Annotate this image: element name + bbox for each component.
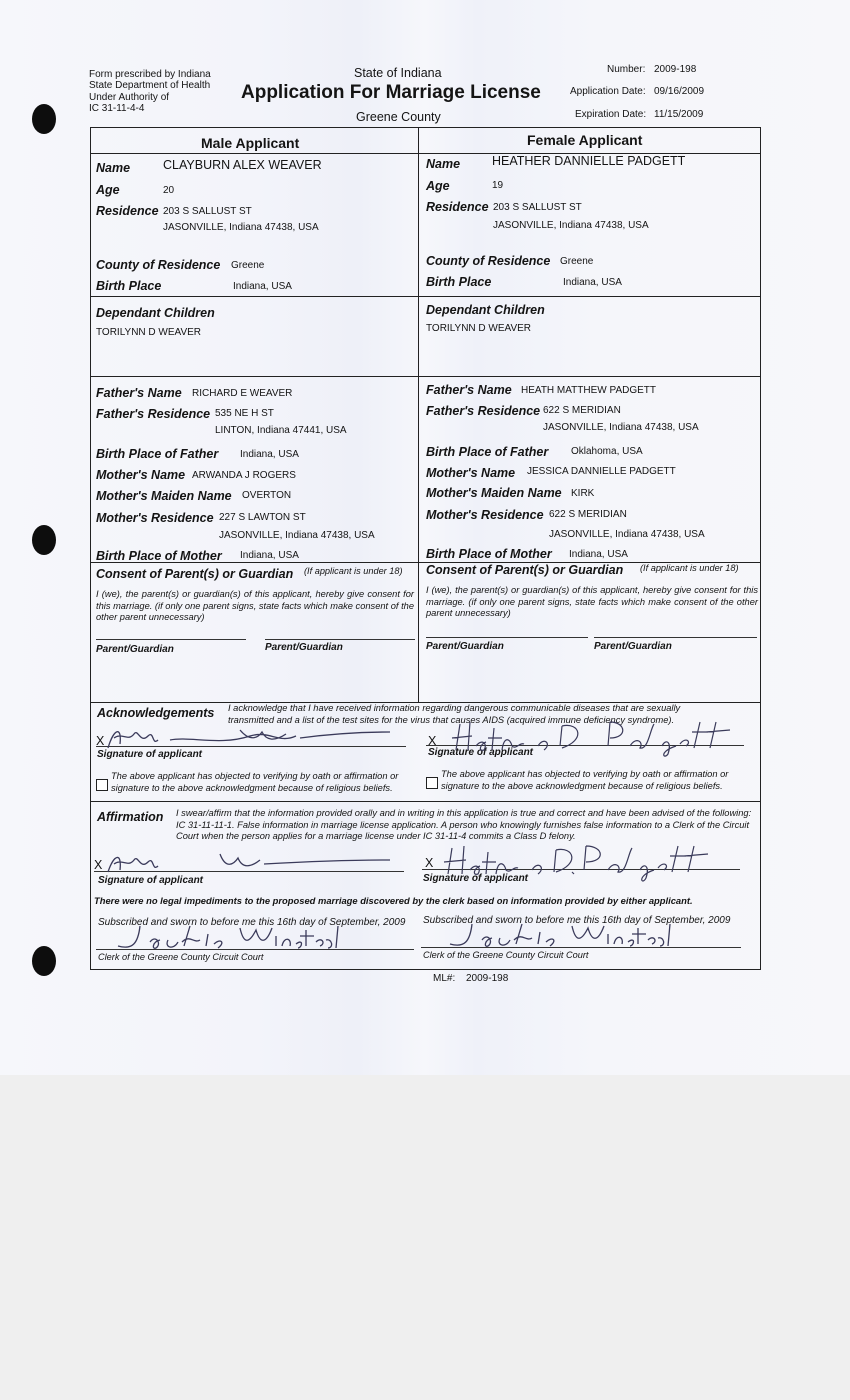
- signature-x-mark: X: [96, 734, 105, 748]
- mothers-residence-label: Mother's Residence: [96, 511, 214, 525]
- no-impediments-statement: There were no legal impediments to the proposed marriage discovered by the clerk based on information provided by either applicant.: [94, 895, 693, 906]
- fathers-name-label: Father's Name: [96, 386, 182, 400]
- female-applicant-signature: [436, 842, 736, 890]
- female-applicant-header: Female Applicant: [527, 132, 643, 148]
- female-mother-maiden-value: KIRK: [571, 488, 595, 499]
- consent-text: I (we), the parent(s) or guardian(s) of this applicant, hereby give consent for this marriage. (if only one parent signs, state facts which make consent of the other parent unnecessary): [426, 585, 758, 618]
- mothers-residence-label: Mother's Residence: [426, 508, 544, 522]
- female-mother-res-city: JASONVILLE, Indiana 47438, USA: [549, 529, 705, 540]
- signature-line: [265, 639, 415, 640]
- signature-x-mark: X: [428, 734, 437, 748]
- birth-place-label: Birth Place: [426, 275, 492, 289]
- mothers-name-label: Mother's Name: [426, 466, 516, 480]
- binder-hole: [32, 525, 56, 555]
- male-applicant-signature: [100, 848, 400, 876]
- application-date-label: Application Date:: [570, 86, 646, 97]
- authority-line: IC 31-11-4-4: [89, 103, 145, 114]
- divider: [90, 376, 761, 377]
- number-label: Number:: [607, 64, 646, 75]
- column-divider: [418, 127, 419, 702]
- dependant-children-label: Dependant Children: [96, 306, 215, 320]
- birth-place-of-father-label: Birth Place of Father: [96, 447, 219, 461]
- signature-of-applicant-label: Signature of applicant: [97, 749, 203, 760]
- number-value: 2009-198: [654, 64, 697, 75]
- female-father-birth-place-value: Oklahoma, USA: [571, 446, 643, 457]
- birth-place-label: Birth Place: [96, 279, 162, 293]
- male-father-res-city: LINTON, Indiana 47441, USA: [215, 425, 347, 436]
- authority-line: Form prescribed by Indiana: [89, 69, 211, 80]
- parent-guardian-label: Parent/Guardian: [96, 644, 174, 655]
- female-mother-name-value: JESSICA DANNIELLE PADGETT: [527, 466, 676, 477]
- name-label: Name: [426, 157, 461, 171]
- divider: [90, 801, 761, 802]
- signature-line: [594, 637, 757, 638]
- birth-place-of-mother-label: Birth Place of Mother: [426, 547, 552, 561]
- fathers-name-label: Father's Name: [426, 383, 512, 397]
- affirmation-title: Affirmation: [97, 810, 164, 824]
- male-residence-city: JASONVILLE, Indiana 47438, USA: [163, 222, 319, 233]
- county-of-residence-label: County of Residence: [426, 254, 551, 268]
- clerk-label: Clerk of the Greene County Circuit Court: [98, 952, 264, 962]
- male-age-value: 20: [163, 185, 175, 196]
- mothers-maiden-name-label: Mother's Maiden Name: [96, 489, 232, 503]
- female-age-value: 19: [492, 180, 504, 191]
- consent-text: I (we), the parent(s) or guardian(s) of this applicant, hereby give consent for this marriage. (if only one parent signs, state facts which make consent of the other parent unnecessary): [96, 589, 414, 622]
- signature-line: [96, 639, 246, 640]
- male-mother-res-city: JASONVILLE, Indiana 47438, USA: [219, 530, 375, 541]
- consent-note: (If applicant is under 18): [640, 563, 739, 573]
- parent-guardian-label: Parent/Guardian: [426, 641, 504, 652]
- divider: [90, 296, 761, 297]
- county-of-residence-label: County of Residence: [96, 258, 221, 272]
- state-name: State of Indiana: [354, 66, 442, 80]
- affirmation-text: I swear/affirm that the information provided orally and in writing in this application is true and correct and have been advised of the following: IC 31-11-11-1. False information in marriage license application. A person who knowingly furnishes false information to a Clerk of the Circuit Court when the person applies for a marriage license under IC 31-11-4 commits a Class D felony.: [176, 808, 752, 841]
- birth-place-of-mother-label: Birth Place of Mother: [96, 549, 222, 563]
- female-father-name-value: HEATH MATTHEW PADGETT: [521, 385, 656, 396]
- signature-of-applicant-label: Signature of applicant: [98, 875, 204, 886]
- signature-line: [426, 637, 588, 638]
- age-label: Age: [96, 183, 120, 197]
- fathers-residence-label: Father's Residence: [96, 407, 211, 421]
- male-name-value: CLAYBURN ALEX WEAVER: [163, 158, 322, 172]
- signature-x-mark: X: [425, 856, 434, 870]
- female-mother-res-street: 622 S MERIDIAN: [549, 509, 627, 520]
- fathers-residence-label: Father's Residence: [426, 404, 541, 418]
- signature-of-applicant-label: Signature of applicant: [423, 873, 529, 884]
- authority-line: Under Authority of: [89, 92, 170, 103]
- male-applicant-header: Male Applicant: [201, 135, 300, 151]
- document-title: Application For Marriage License: [241, 82, 541, 103]
- female-birth-place-value: Indiana, USA: [563, 277, 622, 288]
- subscribed-sworn-text: Subscribed and sworn to before me this 16th day of September, 2009: [423, 915, 731, 926]
- male-birth-place-value: Indiana, USA: [233, 281, 292, 292]
- female-name-value: HEATHER DANNIELLE PADGETT: [492, 154, 686, 168]
- birth-place-of-father-label: Birth Place of Father: [426, 445, 549, 459]
- female-father-res-city: JASONVILLE, Indiana 47438, USA: [543, 422, 699, 433]
- female-residence-city: JASONVILLE, Indiana 47438, USA: [493, 220, 649, 231]
- male-father-name-value: RICHARD E WEAVER: [192, 388, 293, 399]
- female-children-value: TORILYNN D WEAVER: [426, 323, 532, 334]
- ml-number-label: ML#:: [433, 973, 456, 984]
- subscribed-sworn-text: Subscribed and sworn to before me this 16th day of September, 2009: [98, 917, 406, 928]
- male-applicant-signature: [100, 722, 400, 752]
- male-mother-birth-place-value: Indiana, USA: [240, 550, 299, 561]
- religious-objection-checkbox[interactable]: [426, 777, 438, 789]
- male-father-birth-place-value: Indiana, USA: [240, 449, 299, 460]
- ml-number-value: 2009-198: [466, 973, 509, 984]
- female-father-res-street: 622 S MERIDIAN: [543, 405, 621, 416]
- clerk-signature: [440, 918, 680, 952]
- female-county-value: Greene: [560, 256, 594, 267]
- objection-text: The above applicant has objected to verifying by oath or affirmation or signature to the above acknowledgment because of religious beliefs.: [111, 771, 399, 793]
- consent-title: Consent of Parent(s) or Guardian: [426, 563, 624, 577]
- acknowledgements-text: I acknowledge that I have received information regarding dangerous communicable diseases that are sexually transmitted and a list of the test sites for the virus that causes AIDS (acquired immune deficiency syndrome).: [228, 703, 681, 725]
- objection-text: The above applicant has objected to verifying by oath or affirmation or signature to the above acknowledgment because of religious beliefs.: [441, 769, 729, 791]
- authority-line: State Department of Health: [89, 80, 211, 91]
- clerk-label: Clerk of the Greene County Circuit Court: [423, 950, 589, 960]
- male-children-value: TORILYNN D WEAVER: [96, 327, 202, 338]
- parent-guardian-label: Parent/Guardian: [265, 642, 343, 653]
- binder-hole: [32, 946, 56, 976]
- mothers-maiden-name-label: Mother's Maiden Name: [426, 486, 562, 500]
- male-mother-res-street: 227 S LAWTON ST: [219, 512, 306, 523]
- dependant-children-label: Dependant Children: [426, 303, 545, 317]
- residence-label: Residence: [96, 204, 159, 218]
- consent-note: (If applicant is under 18): [304, 566, 403, 576]
- consent-title: Consent of Parent(s) or Guardian: [96, 567, 294, 581]
- female-mother-birth-place-value: Indiana, USA: [569, 549, 628, 560]
- signature-of-applicant-label: Signature of applicant: [428, 747, 534, 758]
- expiration-date-label: Expiration Date:: [575, 109, 647, 120]
- male-county-value: Greene: [231, 260, 265, 271]
- acknowledgements-title: Acknowledgements: [97, 706, 215, 720]
- expiration-date-value: 11/15/2009: [654, 109, 704, 120]
- male-mother-maiden-value: OVERTON: [242, 490, 292, 501]
- residence-label: Residence: [426, 200, 489, 214]
- female-applicant-signature: [440, 716, 740, 762]
- binder-hole: [32, 104, 56, 134]
- clerk-signature: [110, 920, 340, 954]
- religious-objection-checkbox[interactable]: [96, 779, 108, 791]
- age-label: Age: [426, 179, 450, 193]
- application-date-value: 09/16/2009: [654, 86, 705, 97]
- name-label: Name: [96, 161, 131, 175]
- male-mother-name-value: ARWANDA J ROGERS: [192, 470, 296, 481]
- male-father-res-street: 535 NE H ST: [215, 408, 274, 419]
- parent-guardian-label: Parent/Guardian: [594, 641, 672, 652]
- county-name: Greene County: [356, 110, 441, 124]
- male-residence-street: 203 S SALLUST ST: [163, 206, 252, 217]
- female-residence-street: 203 S SALLUST ST: [493, 202, 582, 213]
- mothers-name-label: Mother's Name: [96, 468, 186, 482]
- signature-x-mark: X: [94, 858, 103, 872]
